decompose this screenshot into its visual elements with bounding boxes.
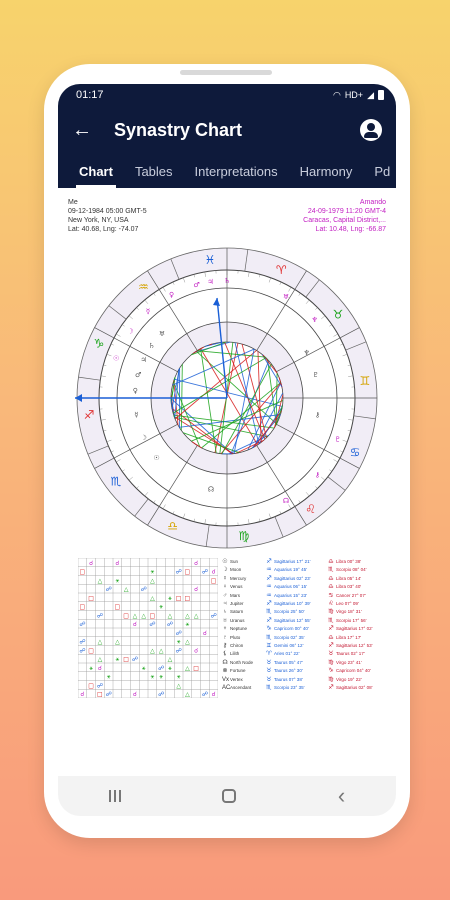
legend-text: North Node	[230, 659, 254, 665]
tab-interpretations[interactable]: Interpretations	[194, 163, 278, 179]
zodiac-glyph: ♈	[275, 263, 287, 278]
legend-symbol-icon: ♍	[328, 609, 334, 616]
legend-symbol-icon: ♑	[266, 626, 272, 633]
legend-symbol-icon: ♌	[328, 601, 334, 608]
legend-row	[266, 566, 310, 574]
legend-text: Jupiter	[230, 601, 244, 607]
tab-harmony[interactable]: Harmony	[299, 163, 353, 179]
legend-row	[328, 600, 372, 608]
legend-symbol-icon: ♃	[222, 601, 228, 608]
legend-text: Sagittarius 12° 53'	[336, 643, 373, 649]
legend-symbol-icon: ♏	[328, 567, 334, 574]
aspect-mark: △	[132, 612, 138, 620]
legend-row	[328, 592, 372, 600]
legend-symbol-icon: ☊	[222, 659, 228, 666]
legend-symbol-icon: ♐	[328, 685, 334, 692]
aspect-mark: ☌	[132, 691, 137, 698]
aspect-mark: △	[193, 612, 199, 620]
aspect-mark: △	[167, 612, 173, 620]
legend-symbol-icon: ☿	[222, 575, 228, 582]
aspect-mark: ☌	[202, 629, 207, 637]
aspect-mark: △	[97, 577, 103, 585]
aspect-mark: △	[150, 594, 155, 602]
person1-planet-glyph: ♆	[303, 349, 310, 357]
person2-planet-glyph: ♇	[334, 435, 342, 444]
legend-text: Fortune	[230, 668, 246, 674]
aspect-mark: ☌	[194, 559, 199, 567]
aspect-mark: ⚹	[168, 594, 172, 602]
legend-row	[222, 600, 253, 608]
legend-row	[222, 684, 253, 692]
person2-name: Amando	[359, 199, 386, 206]
aspect-mark: ⚹	[176, 673, 181, 681]
aspect-mark: □	[97, 691, 103, 698]
legend-row	[328, 625, 372, 633]
legend-text: Vertex	[230, 676, 243, 682]
person1-place: New York, NY, USA	[68, 217, 129, 224]
tab-tables[interactable]: Tables	[134, 163, 173, 179]
legend-text: Capricorn 04° 40'	[336, 668, 371, 674]
aspect-mark: ☍	[201, 568, 208, 576]
signal-icon: ◢	[367, 89, 374, 100]
recents-icon[interactable]	[109, 790, 121, 802]
person1-planet-glyph: ☿	[134, 410, 139, 419]
person1-coords: Lat: 40.68, Lng: -74.07	[68, 226, 139, 233]
legend-symbol-icon: ⚸	[222, 651, 228, 658]
aspect-mark: ☍	[158, 664, 165, 672]
aspect-mark: ☍	[131, 656, 138, 663]
aspect-mark: □	[123, 612, 129, 620]
legend-row	[266, 608, 310, 616]
aspect-mark: △	[185, 664, 190, 672]
legend-row	[222, 634, 253, 642]
aspect-mark: ⚹	[176, 638, 181, 646]
screen	[58, 84, 396, 816]
legend-text: Aquarius 06° 15'	[274, 584, 307, 590]
zodiac-glyph: ♐	[83, 407, 95, 422]
aspect-mark: △	[158, 647, 164, 655]
aspect-mark: □	[88, 647, 94, 655]
person1-planet-glyph: ♇	[312, 371, 320, 380]
legend-symbol-icon: ☽	[222, 567, 228, 574]
legend-symbol-icon: ♉	[328, 651, 334, 658]
planet-legend	[222, 558, 253, 693]
person1-positions	[266, 558, 310, 693]
legend-symbol-icon: ♐	[266, 559, 272, 565]
zodiac-glyph: ♊	[359, 374, 371, 389]
legend-row	[266, 583, 310, 591]
aspect-mark: ☌	[115, 559, 120, 567]
legend-symbol-icon: ♐	[266, 575, 272, 582]
legend-symbol-icon: ♒	[266, 592, 272, 599]
aspect-mark: ☍	[175, 629, 182, 637]
aspect-mark: ⚹	[150, 673, 155, 681]
aspect-mark: △	[141, 612, 146, 620]
aspect-mark: △	[185, 638, 190, 646]
legend-row	[266, 575, 310, 583]
person2-info	[303, 198, 386, 234]
legend-row	[328, 583, 372, 591]
person2-planet-glyph: ♀	[169, 290, 175, 299]
legend-symbol-icon: ⊗	[222, 668, 228, 675]
legend-symbol-icon: ♏	[266, 634, 272, 641]
legend-text: Sagittarius 17° 21'	[274, 559, 311, 564]
legend-symbol-icon: ♒	[266, 584, 272, 591]
aspect-mark: ☍	[140, 586, 147, 593]
legend-row	[222, 592, 253, 600]
legend-row	[222, 575, 253, 583]
legend-symbol-icon: ♐	[328, 626, 334, 633]
legend-text: Lilith	[230, 651, 240, 657]
aspect-mark: □	[114, 603, 121, 611]
legend-symbol-icon: ♎	[328, 575, 334, 582]
aspect-mark: △	[185, 691, 190, 698]
legend-text: Pluto	[230, 634, 241, 640]
legend-symbol-icon: ♉	[266, 676, 272, 683]
person2-planet-glyph: ⚷	[314, 470, 320, 479]
person2-planet-glyph: ☊	[282, 497, 290, 506]
legend-text: Libra 00° 38'	[336, 559, 362, 564]
legend-row	[266, 634, 310, 642]
person1-planet-glyph: ⚷	[315, 410, 321, 419]
legend-row	[328, 566, 372, 574]
aspect-mark: ☍	[210, 612, 217, 620]
person1-planet-glyph: ♂	[134, 371, 142, 380]
legend-row	[328, 642, 372, 650]
person1-planet-glyph: ☊	[207, 485, 215, 494]
legend-symbol-icon: ♒	[266, 567, 272, 574]
status-bar	[58, 84, 396, 106]
legend-symbol-icon: ♈	[266, 651, 272, 658]
legend-text: Venus	[230, 584, 243, 590]
person1-datetime: 09-12-1984 05:00 GMT-5	[68, 208, 147, 215]
legend-text: Ascendant	[230, 685, 252, 691]
person2-planet-glyph: ♅	[282, 292, 290, 301]
phone-frame	[44, 64, 410, 838]
legend-text: Scorpio 23° 35'	[274, 685, 305, 691]
wifi-icon: ◠	[332, 89, 341, 100]
zodiac-glyph: ♉	[332, 307, 344, 322]
legend-row	[328, 659, 372, 667]
aspect-mark: △	[150, 647, 155, 655]
legend-symbol-icon: ♎	[328, 559, 334, 565]
legend-symbol-icon: ♍	[328, 676, 334, 683]
aspect-mark: □	[184, 594, 191, 602]
legend-text: Libra 05° 14'	[336, 575, 362, 581]
aspect-mark: ⚹	[159, 603, 163, 611]
legend-symbol-icon: ♊	[266, 643, 272, 650]
person1-planet-glyph: ♃	[140, 356, 147, 365]
aspect-mark: □	[79, 568, 86, 576]
aspect-mark: □	[175, 594, 182, 602]
aspect-mark: △	[167, 656, 173, 663]
person2-positions	[328, 558, 372, 693]
legend-text: Chiron	[230, 643, 244, 649]
aspect-mark: ☌	[211, 691, 216, 698]
zodiac-glyph: ♓	[204, 253, 216, 268]
legend-text: Neptune	[230, 626, 248, 632]
legend-symbol-icon: ♆	[222, 626, 228, 633]
aspect-mark: ☍	[96, 612, 103, 620]
zodiac-glyph: ♒	[137, 279, 149, 294]
aspect-mark: ⚹	[115, 577, 120, 585]
legend-row	[266, 558, 310, 566]
legend-row	[222, 642, 253, 650]
aspect-mark: □	[88, 594, 94, 602]
aspect-grid	[78, 558, 218, 698]
legend-symbol-icon: ♋	[328, 592, 334, 599]
legend-row	[266, 617, 310, 625]
legend-text: Virgo 19° 22'	[336, 676, 362, 682]
aspect-mark: △	[150, 577, 155, 585]
legend-symbol-icon: ♂	[222, 592, 228, 599]
aspect-mark: □	[79, 603, 86, 611]
aspect-mark: ☌	[89, 559, 94, 567]
aspect-mark: ⚹	[159, 673, 163, 681]
legend-text: Sagittarius 10° 39'	[274, 601, 311, 607]
legend-row	[222, 617, 253, 625]
legend-text: Libra 17° 17'	[336, 634, 362, 640]
legend-text: Aquarius 19° 45'	[274, 567, 307, 573]
chart-content	[58, 188, 396, 794]
status-time: 01:17	[76, 89, 104, 101]
legend-symbol-icon: ♑	[328, 668, 334, 675]
aspect-mark: ☍	[175, 647, 182, 655]
person2-planet-glyph: ☿	[145, 307, 151, 316]
legend-symbol-icon: ♎	[328, 634, 334, 641]
legend-text: Scorpio 08° 04'	[336, 567, 367, 573]
legend-row	[266, 650, 310, 658]
legend-row	[328, 617, 372, 625]
legend-text: Scorpio 17° 56'	[336, 617, 367, 623]
legend-symbol-icon: ⚷	[222, 643, 228, 650]
legend-text: Uranus	[230, 617, 245, 623]
legend-text: Sagittarius 02° 08'	[336, 685, 373, 691]
legend-symbol-icon: ♐	[328, 643, 334, 650]
legend-row	[328, 684, 372, 692]
legend-text: Scorpio 02° 35'	[274, 634, 305, 640]
legend-symbol-icon: ♐	[266, 617, 272, 624]
aspect-mark: ☌	[194, 647, 199, 655]
aspect-mark: △	[97, 638, 103, 646]
legend-row	[222, 558, 253, 566]
aspect-mark: △	[97, 656, 103, 663]
aspect-mark: ☍	[79, 621, 86, 628]
aspect-mark: □	[193, 664, 199, 672]
person1-planet-glyph: ☽	[140, 433, 147, 442]
person2-place: Caracas, Capital District,...	[303, 217, 386, 224]
aspect-mark: □	[123, 656, 129, 663]
aspect-mark: ⚹	[106, 673, 111, 681]
aspect-mark: ☍	[105, 691, 112, 698]
legend-symbol-icon: ♍	[328, 659, 334, 666]
back-arrow-icon[interactable]: ←	[72, 118, 92, 141]
person1-planet-glyph: ♅	[158, 329, 166, 338]
legend-text: Taurus 05° 47'	[274, 659, 303, 665]
legend-text: Taurus 07° 38'	[274, 676, 303, 682]
legend-row	[266, 659, 310, 667]
legend-row	[328, 667, 372, 675]
aspect-mark: ☍	[175, 568, 182, 576]
legend-symbol-icon: ♏	[266, 685, 272, 692]
aspect-mark: ☍	[166, 621, 173, 628]
person2-planet-glyph: ☉	[112, 354, 120, 363]
legend-symbol-icon: ☉	[222, 559, 228, 565]
legend-text: Taurus 02° 17'	[336, 651, 365, 657]
person2-coords: Lat: 10.48, Lng: -66.87	[315, 226, 386, 233]
zodiac-glyph: ♎	[167, 518, 179, 533]
legend-row	[266, 642, 310, 650]
aspect-mark: ☌	[97, 664, 102, 672]
legend-row	[328, 558, 372, 566]
aspect-mark: △	[185, 612, 190, 620]
person2-datetime: 24-09-1979 11:20 GMT-4	[307, 208, 386, 215]
aspect-mark: ☍	[79, 647, 86, 655]
legend-symbol-icon: ♉	[266, 659, 272, 666]
aspect-mark: ⚹	[115, 656, 120, 663]
legend-symbol-icon: ♄	[222, 609, 228, 616]
legend-row	[222, 625, 253, 633]
zodiac-glyph: ♌	[305, 502, 317, 517]
legend-symbol-icon: ♅	[222, 617, 228, 624]
legend-row	[266, 625, 310, 633]
legend-text: Leo 07° 09'	[336, 601, 359, 607]
person2-planet-glyph: ♆	[311, 316, 318, 325]
legend-row	[222, 566, 253, 574]
aspect-mark: ☍	[96, 682, 103, 690]
person2-planet-glyph: ♃	[207, 278, 214, 287]
app-bar	[58, 106, 396, 154]
person1-planet-glyph: ☉	[153, 454, 160, 463]
legend-row	[266, 676, 310, 684]
aspect-mark: □	[184, 568, 191, 576]
legend-text: Virgo 23° 41'	[336, 659, 362, 665]
legend-text: Aries 01° 22'	[274, 651, 300, 657]
page-title: Synastry Chart	[114, 119, 243, 140]
network-label: HD+	[344, 90, 364, 100]
legend-row	[222, 667, 253, 675]
aspect-mark: ☍	[158, 691, 165, 698]
aspect-mark: ☍	[149, 621, 156, 628]
account-icon[interactable]	[360, 119, 382, 141]
legend-text: Sun	[230, 559, 239, 564]
legend-row	[222, 608, 253, 616]
battery-icon	[378, 90, 384, 100]
legend-text: Gemini 06° 12'	[274, 643, 304, 649]
aspect-mark: ⚹	[141, 664, 146, 672]
legend-text: Scorpio 25° 50'	[274, 609, 305, 615]
legend-symbol-icon: AC	[222, 685, 231, 692]
home-icon[interactable]	[222, 789, 236, 803]
speaker-grille	[180, 70, 272, 75]
legend-text: Saturn	[230, 609, 244, 615]
legend-symbol-icon: ♏	[266, 609, 272, 616]
aspect-mark: □	[149, 612, 156, 620]
synastry-wheel[interactable]	[68, 243, 386, 553]
legend-text: Virgo 18° 31'	[336, 609, 362, 615]
legend-row	[328, 676, 372, 684]
zodiac-glyph: ♏	[110, 474, 122, 489]
legend-row	[328, 634, 372, 642]
legend-row	[222, 676, 253, 684]
aspect-mark: △	[123, 586, 129, 593]
person2-planet-glyph: ♄	[223, 277, 231, 285]
legend-text: Mars	[230, 592, 240, 598]
legend-text: Mercury	[230, 575, 247, 581]
aspect-mark: ☌	[80, 691, 85, 698]
aspect-mark: ☌	[194, 586, 199, 593]
legend-row	[222, 659, 253, 667]
legend-row	[266, 667, 310, 675]
aspect-mark: ☌	[211, 568, 216, 576]
aspect-mark: ⚹	[150, 568, 155, 576]
person1-info	[68, 198, 147, 234]
legend-row	[328, 575, 372, 583]
person2-planet-glyph: ♂	[193, 281, 200, 290]
zodiac-glyph: ♍	[238, 528, 250, 543]
aspect-mark: ☍	[105, 586, 112, 593]
legend-text: Capricorn 00° 40'	[274, 626, 309, 632]
aspect-mark: ⚹	[89, 664, 93, 672]
aspect-mark: □	[210, 577, 217, 585]
legend-symbol-icon: ♇	[222, 634, 228, 641]
legend-symbol-icon: ♎	[328, 584, 334, 591]
legend-row	[266, 592, 310, 600]
legend-row	[328, 608, 372, 616]
legend-text: Moon	[230, 567, 242, 573]
legend-text: Sagittarius 17° 02'	[336, 626, 373, 632]
aspect-mark: ⚹	[185, 621, 190, 628]
legend-text: Cancer 27° 07'	[336, 592, 366, 598]
aspect-mark: ☍	[201, 691, 208, 698]
aspect-mark: ⚹	[168, 664, 172, 672]
aspect-mark: □	[88, 682, 94, 690]
legend-symbol-icon: ♉	[266, 668, 272, 675]
legend-row	[266, 684, 310, 692]
aspect-mark: △	[176, 682, 181, 690]
legend-text: Libra 03° 40'	[336, 584, 362, 590]
nav-back-icon[interactable]: ‹	[337, 783, 346, 808]
legend-symbol-icon: Vx	[222, 676, 230, 683]
tab-bar	[58, 154, 396, 188]
legend-text: Taurus 26° 30'	[274, 668, 303, 674]
legend-text: Sagittarius 12° 55'	[274, 617, 311, 623]
person1-planet-glyph: ♄	[148, 342, 155, 351]
person1-name: Me	[68, 199, 78, 206]
legend-symbol-icon: ♐	[266, 601, 272, 608]
aspect-mark: ☌	[132, 621, 137, 628]
zodiac-glyph: ♋	[349, 445, 361, 460]
person2-planet-glyph: ☽	[127, 327, 134, 336]
tab-partial[interactable]: Pd	[374, 163, 391, 179]
system-nav-bar	[58, 776, 396, 816]
status-icons	[333, 90, 384, 101]
legend-row	[266, 600, 310, 608]
legend-text: Sagittarius 02° 23'	[274, 575, 311, 581]
legend-row	[222, 650, 253, 658]
aspect-mark: ☍	[79, 638, 86, 646]
aspect-mark: △	[115, 638, 120, 646]
person1-planet-glyph: ♀	[132, 386, 138, 395]
legend-symbol-icon: ♀	[222, 584, 228, 591]
legend-symbol-icon: ♏	[328, 617, 334, 624]
tab-chart[interactable]: Chart	[68, 154, 124, 188]
legend-text: Aquarius 15° 23'	[274, 592, 307, 598]
zodiac-glyph: ♑	[93, 336, 105, 351]
legend-row	[328, 650, 372, 658]
legend-row	[222, 583, 253, 591]
